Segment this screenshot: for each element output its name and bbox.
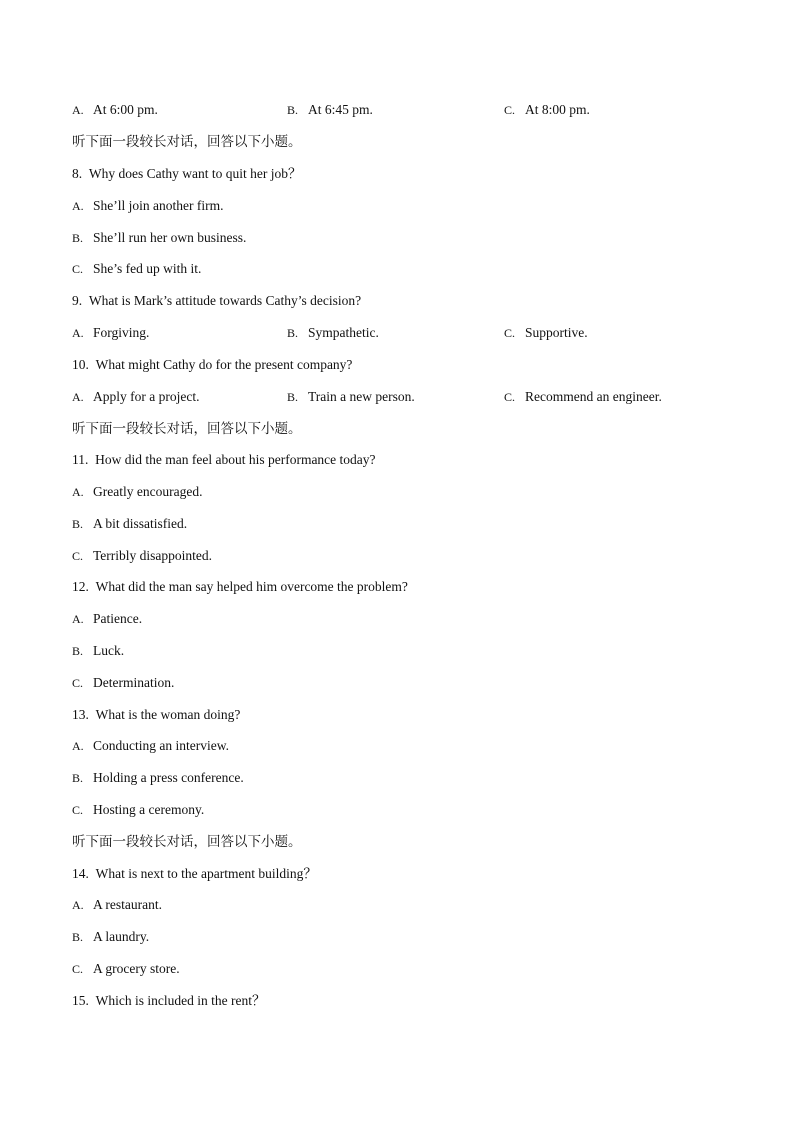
q7-option-b bbox=[287, 100, 373, 120]
q14-option-c bbox=[72, 959, 180, 979]
q10-option-a bbox=[72, 387, 199, 407]
q8-question bbox=[72, 164, 301, 184]
option-letter: A. bbox=[72, 485, 84, 499]
q8-option-b bbox=[72, 228, 246, 248]
option-letter: C. bbox=[72, 549, 84, 563]
option-letter: C. bbox=[72, 962, 84, 976]
option-letter: B. bbox=[287, 390, 299, 404]
q10-question bbox=[72, 355, 352, 375]
option-text: Hosting a ceremony. bbox=[93, 802, 205, 817]
option-text: Terribly disappointed. bbox=[93, 548, 213, 563]
option-text: At 6:45 pm. bbox=[308, 102, 373, 117]
section-heading: 听下面一段较长对话，回答以下小题。 bbox=[72, 421, 302, 437]
question-number: 12. bbox=[72, 579, 89, 594]
q7-option-a bbox=[72, 100, 158, 120]
option-letter: A. bbox=[72, 739, 84, 753]
section-heading: 听下面一段较长对话，回答以下小题。 bbox=[72, 134, 302, 150]
option-text: Train a new person. bbox=[308, 389, 415, 404]
option-text: She’s fed up with it. bbox=[93, 261, 202, 276]
q11-question bbox=[72, 450, 376, 470]
option-letter: C. bbox=[72, 262, 84, 276]
option-text: Greatly encouraged. bbox=[93, 484, 203, 499]
q13-option-c bbox=[72, 800, 204, 820]
q9-question bbox=[72, 291, 361, 311]
option-letter: B. bbox=[72, 644, 84, 658]
q13-option-b bbox=[72, 768, 244, 788]
option-text: At 6:00 pm. bbox=[93, 102, 158, 117]
option-letter: B. bbox=[72, 771, 84, 785]
question-text: Which is included in the rent？ bbox=[95, 993, 266, 1008]
option-letter: B. bbox=[287, 103, 299, 117]
option-letter: B. bbox=[287, 326, 299, 340]
option-text: She’ll join another firm. bbox=[93, 198, 224, 213]
option-text: She’ll run her own business. bbox=[93, 230, 247, 245]
option-letter: B. bbox=[72, 231, 84, 245]
q13-option-a bbox=[72, 736, 229, 756]
question-text: What did the man say helped him overcome the problem? bbox=[95, 579, 408, 594]
q13-question bbox=[72, 705, 240, 725]
q10-option-c bbox=[504, 387, 662, 407]
option-text: Forgiving. bbox=[93, 325, 150, 340]
option-letter: B. bbox=[72, 517, 84, 531]
q10-option-b bbox=[287, 387, 415, 407]
option-letter: C. bbox=[72, 803, 84, 817]
question-text: What is next to the apartment building？ bbox=[95, 866, 317, 881]
option-text: A restaurant. bbox=[93, 897, 162, 912]
option-letter: C. bbox=[504, 390, 516, 404]
question-text: What is the woman doing? bbox=[95, 707, 241, 722]
q11-option-a bbox=[72, 482, 202, 502]
option-letter: A. bbox=[72, 898, 84, 912]
option-letter: A. bbox=[72, 390, 84, 404]
option-text: A bit dissatisfied. bbox=[93, 516, 188, 531]
option-text: Sympathetic. bbox=[308, 325, 379, 340]
q9-option-b bbox=[287, 323, 379, 343]
option-text: Patience. bbox=[93, 611, 143, 626]
option-text: Luck. bbox=[93, 643, 125, 658]
option-letter: C. bbox=[72, 676, 84, 690]
option-text: Determination. bbox=[93, 675, 175, 690]
q11-option-b bbox=[72, 514, 187, 534]
q11-option-c bbox=[72, 546, 212, 566]
q12-option-c bbox=[72, 673, 174, 693]
question-number: 15. bbox=[72, 993, 89, 1008]
question-number: 9. bbox=[72, 293, 83, 308]
option-text: Apply for a project. bbox=[93, 389, 200, 404]
question-text: How did the man feel about his performance today? bbox=[95, 452, 376, 467]
option-letter: C. bbox=[504, 326, 516, 340]
q8-option-a bbox=[72, 196, 223, 216]
q14-question bbox=[72, 864, 317, 884]
option-text: Holding a press conference. bbox=[93, 770, 244, 785]
section-heading: 听下面一段较长对话，回答以下小题。 bbox=[72, 834, 302, 850]
option-letter: C. bbox=[504, 103, 516, 117]
option-text: A grocery store. bbox=[93, 961, 180, 976]
option-text: A laundry. bbox=[93, 929, 150, 944]
option-text: Recommend an engineer. bbox=[525, 389, 662, 404]
q12-question bbox=[72, 577, 408, 597]
question-number: 8. bbox=[72, 166, 83, 181]
q9-option-a bbox=[72, 323, 149, 343]
q7-option-c bbox=[504, 100, 590, 120]
option-text: At 8:00 pm. bbox=[525, 102, 590, 117]
q9-option-c bbox=[504, 323, 588, 343]
question-number: 13. bbox=[72, 707, 89, 722]
option-letter: A. bbox=[72, 326, 84, 340]
question-number: 11. bbox=[72, 452, 89, 467]
q14-option-a bbox=[72, 895, 162, 915]
option-text: Conducting an interview. bbox=[93, 738, 229, 753]
q8-option-c bbox=[72, 259, 201, 279]
question-number: 10. bbox=[72, 357, 89, 372]
question-number: 14. bbox=[72, 866, 89, 881]
question-text: Why does Cathy want to quit her job？ bbox=[88, 166, 302, 181]
option-letter: A. bbox=[72, 199, 84, 213]
q12-option-b bbox=[72, 641, 124, 661]
option-letter: A. bbox=[72, 612, 84, 626]
q12-option-a bbox=[72, 609, 142, 629]
option-letter: B. bbox=[72, 930, 84, 944]
q14-option-b bbox=[72, 927, 149, 947]
option-letter: A. bbox=[72, 103, 84, 117]
option-text: Supportive. bbox=[525, 325, 588, 340]
question-text: What is Mark’s attitude towards Cathy’s decision? bbox=[88, 293, 362, 308]
question-text: What might Cathy do for the present company? bbox=[95, 357, 353, 372]
q15-question bbox=[72, 991, 265, 1011]
